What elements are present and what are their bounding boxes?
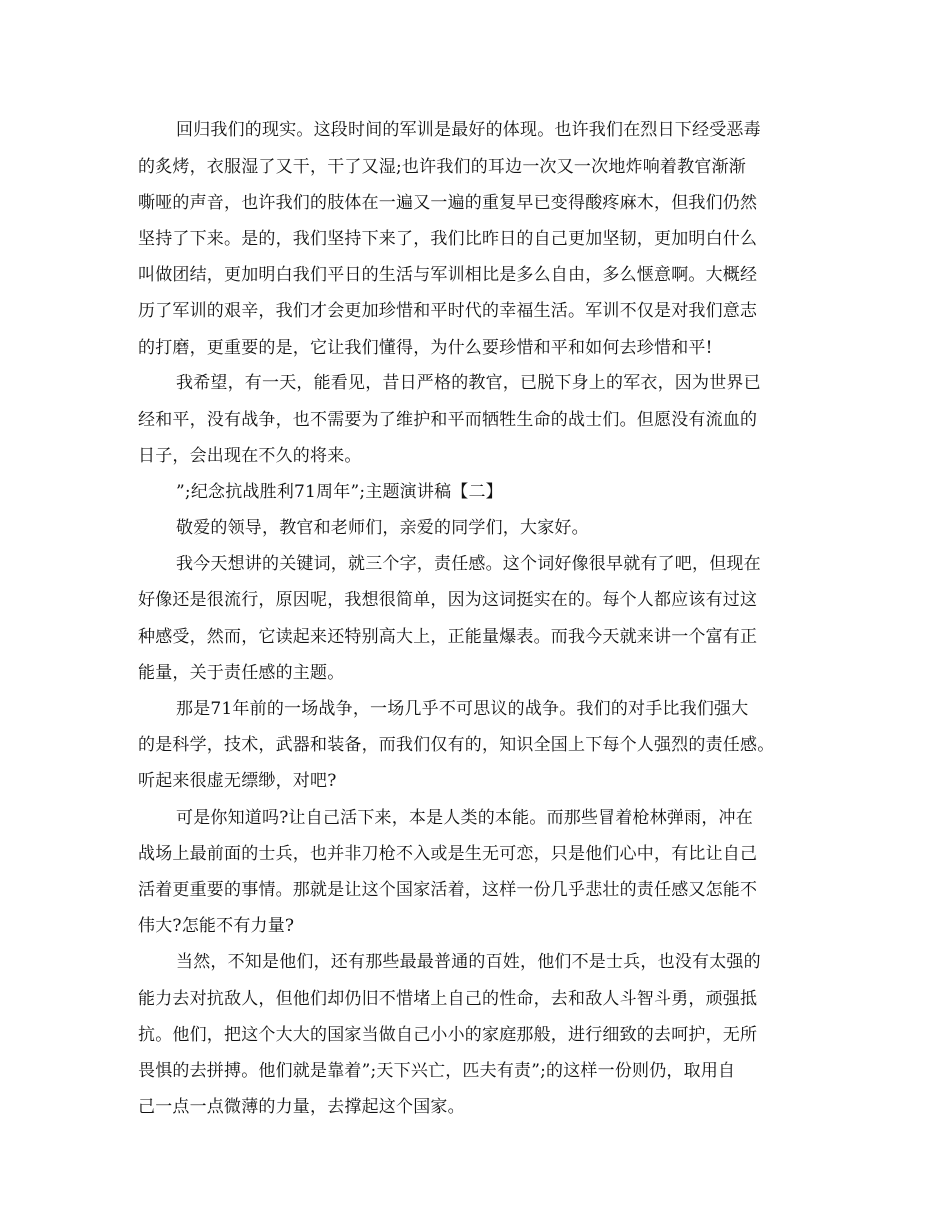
paragraph-6-line-2: 能力去对抗敌人，但他们却仍旧不惜堵上自己的性命，去和敌人斗智斗勇，顽强抵 [138, 989, 758, 1009]
paragraph-1-line-7: 的打磨，更重要的是，它让我们懂得，为什么要珍惜和平和如何去珍惜和平! [138, 338, 713, 358]
paragraph-1-line-2: 的炙烤，衣服湿了又干，干了又湿;也许我们的耳边一次又一次地炸响着教官渐渐 [138, 157, 746, 177]
paragraph-1-line-1: 回归我们的现实。这段时间的军训是最好的体现。也许我们在烈日下经受恶毒 [176, 120, 761, 140]
paragraph-2-line-1: 我希望，有一天，能看见，昔日严格的教官，已脱下身上的军衣，因为世界已 [176, 373, 761, 393]
paragraph-6-line-3: 抗。他们，把这个大大的国家当做自己小小的家庭那般，进行细致的去呵护，无所 [138, 1025, 758, 1045]
paragraph-1-line-6: 历了军训的艰辛，我们才会更加珍惜和平时代的幸福生活。军训不仅是对我们意志 [138, 301, 758, 321]
greeting-line: 敬爱的领导，教官和老师们，亲爱的同学们，大家好。 [176, 518, 589, 538]
paragraph-5-line-4: 伟大?怎能不有力量? [138, 916, 295, 936]
paragraph-1-line-4: 坚持了下来。是的，我们坚持下来了，我们比昨日的自己更加坚韧，更加明白什么 [138, 229, 758, 249]
paragraph-3-line-3: 种感受，然而，它读起来还特别高大上，正能量爆表。而我今天就来讲一个富有正 [138, 627, 758, 647]
paragraph-1-line-3: 嘶哑的声音，也许我们的肢体在一遍又一遍的重复早已变得酸疼麻木，但我们仍然 [138, 193, 758, 213]
paragraph-5-line-2: 战场上最前面的士兵，也并非刀枪不入或是生无可恋，只是他们心中，有比让自己 [138, 844, 758, 864]
paragraph-5-line-1: 可是你知道吗?让自己活下来，本是人类的本能。而那些冒着枪林弹雨，冲在 [176, 808, 753, 828]
paragraph-3-line-1: 我今天想讲的关键词，就三个字，责任感。这个词好像很早就有了吧，但现在 [176, 554, 761, 574]
paragraph-2-line-3: 日子，会出现在不久的将来。 [138, 446, 362, 466]
paragraph-6-line-4: 畏惧的去拼搏。他们就是靠着”;天下兴亡，匹夫有责”;的这样一份则仍，取用自 [138, 1061, 736, 1081]
paragraph-5-line-3: 活着更重要的事情。那就是让这个国家活着，这样一份几乎悲壮的责任感又怎能不 [138, 880, 758, 900]
paragraph-3-line-2: 好像还是很流行，原因呢，我想很简单，因为这词挺实在的。每个人都应该有过这 [138, 590, 758, 610]
section-heading: ”;纪念抗战胜利71周年”;主题演讲稿【二】 [176, 482, 503, 502]
paragraph-6-line-1: 当然，不知是他们，还有那些最最普通的百姓，他们不是士兵，也没有太强的 [176, 952, 761, 972]
paragraph-4-line-1: 那是71年前的一场战争，一场几乎不可思议的战争。我们的对手比我们强大 [176, 699, 749, 719]
paragraph-1-line-5: 叫做团结，更加明白我们平日的生活与军训相比是多么自由，多么惬意啊。大概经 [138, 265, 758, 285]
paragraph-3-line-4: 能量，关于责任感的主题。 [138, 663, 345, 683]
paragraph-4-line-3: 听起来很虚无缥缈，对吧? [138, 771, 337, 791]
paragraph-6-line-5: 己一点一点微薄的力量，去撑起这个国家。 [138, 1097, 465, 1117]
paragraph-2-line-2: 经和平，没有战争，也不需要为了维护和平而牺牲生命的战士们。但愿没有流血的 [138, 410, 758, 430]
paragraph-4-line-2: 的是科学，技术，武器和装备，而我们仅有的，知识全国上下每个人强烈的责任感。 [138, 735, 775, 755]
